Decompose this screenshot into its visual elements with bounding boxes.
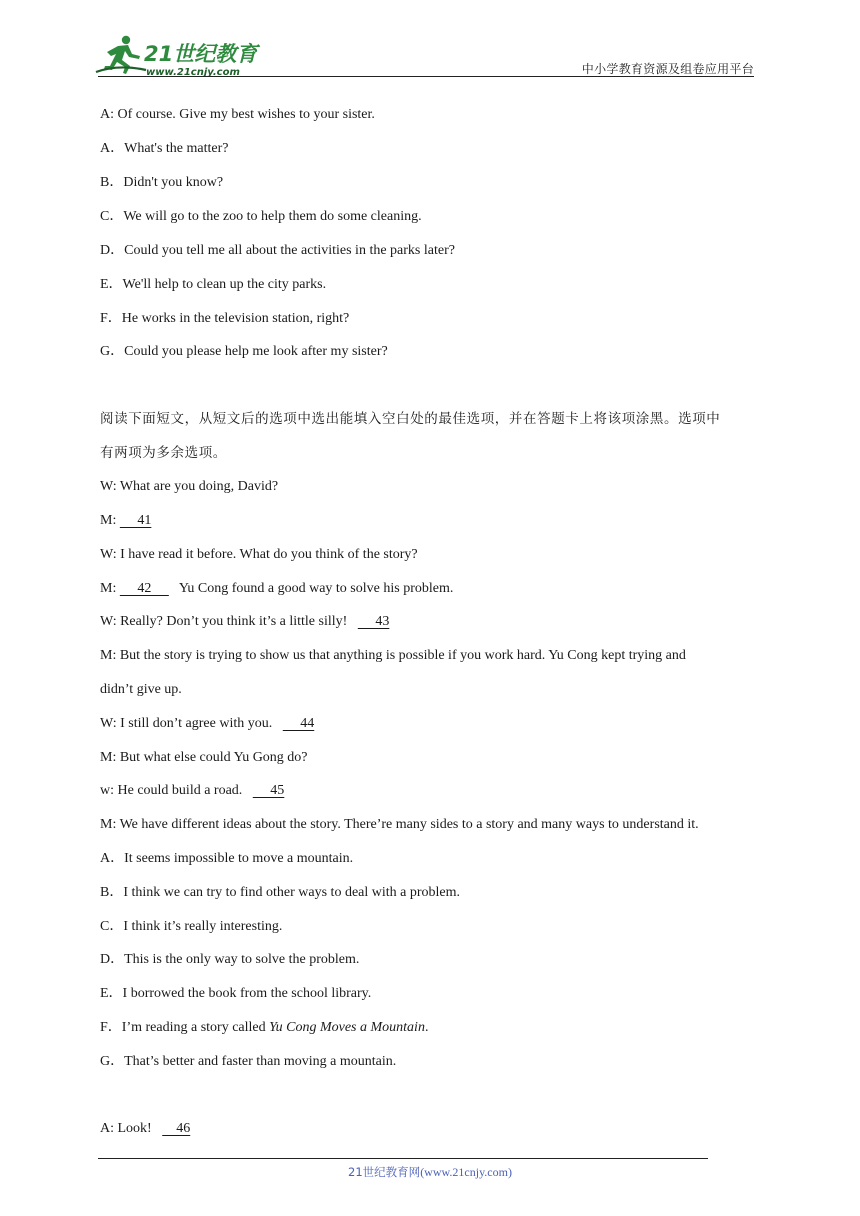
dialogue-line: M: But the story is trying to show us that anything is possible if you work hard. Yu Cong kept trying and xyxy=(100,648,686,663)
dialogue-line: didn’t give up. xyxy=(100,682,182,697)
instructions-line-1: 阅读下面短文，从短文后的选项中选出能填入空白处的最佳选项，并在答题卡上将该项涂黑。选项中 xyxy=(100,411,721,427)
blank-42: 42 xyxy=(119,581,169,596)
dialogue-line: M: We have different ideas about the story. There’re many sides to a story and many ways to understand it. xyxy=(100,817,699,832)
dialogue-line: M: But what else could Yu Gong do? xyxy=(100,750,308,765)
page-header xyxy=(0,0,860,80)
footer-site-name: 21世纪教育网 xyxy=(348,1165,421,1179)
dialogue-line-42 xyxy=(100,579,453,599)
logo-21cnjy xyxy=(94,34,264,78)
dialogue-line: A: Of course. Give my best wishes to your sister. xyxy=(100,107,375,122)
option-g: G．Could you please help me look after my sister? xyxy=(100,344,388,359)
speaker-prefix: M: xyxy=(100,581,120,596)
option-d: D．Could you tell me all about the activities in the parks later? xyxy=(100,243,455,258)
dialogue-text: W: Really? Don’t you think it’s a little silly! xyxy=(100,614,355,629)
option-e: E．I borrowed the book from the school library. xyxy=(100,986,372,1001)
page-footer xyxy=(0,1164,860,1180)
dialogue-line-41 xyxy=(100,511,151,531)
option-text: . xyxy=(424,1020,429,1035)
dialogue-line: W: I have read it before. What do you think of the story? xyxy=(100,547,418,562)
option-f: F．He works in the television station, right? xyxy=(100,311,350,326)
dialogue-line-46 xyxy=(100,1119,190,1139)
dialogue-text: A: Look! xyxy=(100,1121,159,1136)
option-a: A．What's the matter? xyxy=(100,141,229,156)
dialogue-line-45 xyxy=(100,781,284,801)
dialogue-text: Yu Cong found a good way to solve his problem. xyxy=(172,581,454,596)
instructions-line-2: 有两项为多余选项。 xyxy=(100,445,227,461)
option-b: B．Didn't you know? xyxy=(100,175,224,190)
option-text: F．I’m reading a story called xyxy=(100,1020,270,1035)
header-divider xyxy=(98,76,754,77)
blank-44: 44 xyxy=(282,716,315,731)
option-f xyxy=(100,1018,428,1038)
option-a: A．It seems impossible to move a mountain. xyxy=(100,851,354,866)
svg-text:21世纪教育: 21世纪教育 xyxy=(144,42,258,66)
dialogue-text: w: He could build a road. xyxy=(100,783,250,798)
site-name: 中小学教育资源及组卷应用平台 xyxy=(581,62,754,76)
footer-url[interactable]: (www.21cnjy.com) xyxy=(420,1165,512,1179)
dialogue-line-44 xyxy=(100,714,314,734)
runner-icon xyxy=(96,36,146,74)
blank-41: 41 xyxy=(119,513,152,528)
dialogue-line-43 xyxy=(100,612,389,632)
option-b: B．I think we can try to find other ways to deal with a problem. xyxy=(100,885,461,900)
blank-45: 45 xyxy=(252,783,285,798)
svg-text:www.21cnjy.com: www.21cnjy.com xyxy=(146,67,240,78)
option-c: C．We will go to the zoo to help them do some cleaning. xyxy=(100,209,422,224)
footer-divider xyxy=(98,1158,708,1159)
speaker-prefix: M: xyxy=(100,513,120,528)
book-title: Yu Cong Moves a Mountain xyxy=(269,1020,425,1035)
option-c: C．I think it’s really interesting. xyxy=(100,919,283,934)
dialogue-text: W: I still don’t agree with you. xyxy=(100,716,280,731)
dialogue-line: W: What are you doing, David? xyxy=(100,479,279,494)
blank-43: 43 xyxy=(357,614,390,629)
option-g: G．That’s better and faster than moving a mountain. xyxy=(100,1054,397,1069)
option-e: E．We'll help to clean up the city parks. xyxy=(100,277,327,292)
blank-46: 46 xyxy=(162,1121,191,1136)
option-d: D．This is the only way to solve the problem. xyxy=(100,952,360,967)
